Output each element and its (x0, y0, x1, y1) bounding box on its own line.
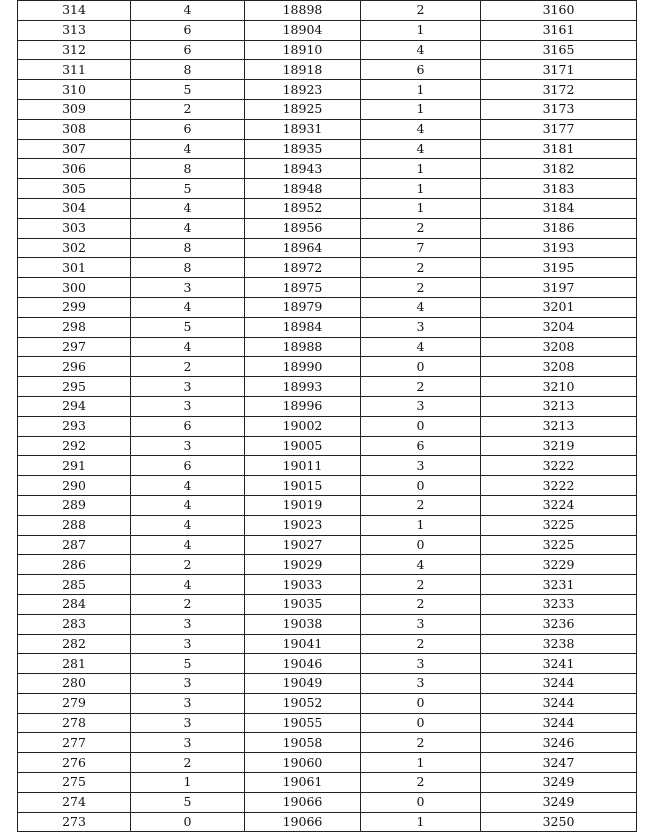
secondary-count-cell: 6 (361, 436, 481, 456)
score-cell: 273 (18, 812, 131, 832)
score-cell: 304 (18, 198, 131, 218)
score-cell: 313 (18, 20, 131, 40)
cumulative-count-cell: 18988 (245, 337, 361, 357)
cumulative-count-cell: 18952 (245, 198, 361, 218)
score-cell: 280 (18, 674, 131, 694)
secondary-cumulative-cell: 3161 (481, 20, 637, 40)
secondary-cumulative-cell: 3186 (481, 218, 637, 238)
secondary-count-cell: 4 (361, 139, 481, 159)
count-cell: 4 (131, 476, 245, 496)
count-cell: 3 (131, 674, 245, 694)
table-row (18, 40, 637, 60)
cumulative-count-cell: 18935 (245, 139, 361, 159)
table-row (18, 792, 637, 812)
table-row (18, 337, 637, 357)
count-cell: 3 (131, 634, 245, 654)
cumulative-count-cell: 19023 (245, 515, 361, 535)
table-row (18, 99, 637, 119)
secondary-cumulative-cell: 3250 (481, 812, 637, 832)
secondary-cumulative-cell: 3193 (481, 238, 637, 258)
cumulative-count-cell: 19046 (245, 654, 361, 674)
count-cell: 4 (131, 337, 245, 357)
secondary-count-cell: 0 (361, 792, 481, 812)
score-cell: 281 (18, 654, 131, 674)
count-cell: 3 (131, 713, 245, 733)
secondary-cumulative-cell: 3183 (481, 179, 637, 199)
secondary-count-cell: 1 (361, 179, 481, 199)
table-row (18, 733, 637, 753)
score-cell: 284 (18, 594, 131, 614)
count-cell: 4 (131, 139, 245, 159)
score-cell: 292 (18, 436, 131, 456)
secondary-count-cell: 0 (361, 713, 481, 733)
score-cell: 295 (18, 377, 131, 397)
secondary-count-cell: 1 (361, 515, 481, 535)
table-row (18, 198, 637, 218)
cumulative-count-cell: 19038 (245, 614, 361, 634)
cumulative-count-cell: 19027 (245, 535, 361, 555)
count-cell: 4 (131, 297, 245, 317)
cumulative-count-cell: 18996 (245, 396, 361, 416)
count-cell: 4 (131, 535, 245, 555)
secondary-count-cell: 4 (361, 119, 481, 139)
count-cell: 2 (131, 753, 245, 773)
secondary-cumulative-cell: 3244 (481, 713, 637, 733)
cumulative-count-cell: 18910 (245, 40, 361, 60)
score-cell: 312 (18, 40, 131, 60)
count-cell: 8 (131, 238, 245, 258)
cumulative-count-cell: 19033 (245, 575, 361, 595)
table-row (18, 317, 637, 337)
score-cell: 302 (18, 238, 131, 258)
secondary-cumulative-cell: 3219 (481, 436, 637, 456)
table-row (18, 357, 637, 377)
score-cell: 282 (18, 634, 131, 654)
secondary-count-cell: 2 (361, 1, 481, 21)
secondary-count-cell: 2 (361, 495, 481, 515)
table-body (18, 1, 637, 832)
secondary-count-cell: 6 (361, 60, 481, 80)
secondary-cumulative-cell: 3204 (481, 317, 637, 337)
count-cell: 2 (131, 555, 245, 575)
secondary-count-cell: 4 (361, 40, 481, 60)
score-cell: 296 (18, 357, 131, 377)
secondary-cumulative-cell: 3213 (481, 396, 637, 416)
cumulative-count-cell: 18993 (245, 377, 361, 397)
cumulative-count-cell: 19019 (245, 495, 361, 515)
score-cell: 293 (18, 416, 131, 436)
secondary-count-cell: 1 (361, 20, 481, 40)
cumulative-count-cell: 18948 (245, 179, 361, 199)
cumulative-count-cell: 19061 (245, 773, 361, 793)
cumulative-count-cell: 18898 (245, 1, 361, 21)
secondary-cumulative-cell: 3165 (481, 40, 637, 60)
secondary-count-cell: 2 (361, 733, 481, 753)
score-cell: 309 (18, 99, 131, 119)
cumulative-count-cell: 18990 (245, 357, 361, 377)
score-cell: 294 (18, 396, 131, 416)
score-cell: 285 (18, 575, 131, 595)
secondary-cumulative-cell: 3197 (481, 278, 637, 298)
table-row (18, 278, 637, 298)
secondary-count-cell: 2 (361, 594, 481, 614)
count-cell: 2 (131, 99, 245, 119)
count-cell: 3 (131, 377, 245, 397)
secondary-count-cell: 1 (361, 753, 481, 773)
secondary-cumulative-cell: 3247 (481, 753, 637, 773)
secondary-count-cell: 0 (361, 357, 481, 377)
cumulative-count-cell: 19049 (245, 674, 361, 694)
table-row (18, 476, 637, 496)
count-cell: 2 (131, 594, 245, 614)
score-cell: 291 (18, 456, 131, 476)
secondary-cumulative-cell: 3177 (481, 119, 637, 139)
secondary-cumulative-cell: 3244 (481, 674, 637, 694)
cumulative-count-cell: 18931 (245, 119, 361, 139)
secondary-count-cell: 7 (361, 238, 481, 258)
table-row (18, 396, 637, 416)
secondary-count-cell: 4 (361, 555, 481, 575)
score-cell: 288 (18, 515, 131, 535)
count-cell: 6 (131, 119, 245, 139)
count-cell: 6 (131, 416, 245, 436)
table-row (18, 594, 637, 614)
count-cell: 4 (131, 218, 245, 238)
count-cell: 3 (131, 733, 245, 753)
secondary-cumulative-cell: 3249 (481, 773, 637, 793)
secondary-count-cell: 1 (361, 198, 481, 218)
secondary-cumulative-cell: 3241 (481, 654, 637, 674)
secondary-cumulative-cell: 3246 (481, 733, 637, 753)
cumulative-count-cell: 19005 (245, 436, 361, 456)
secondary-count-cell: 0 (361, 535, 481, 555)
secondary-count-cell: 4 (361, 337, 481, 357)
cumulative-count-cell: 18972 (245, 258, 361, 278)
secondary-count-cell: 1 (361, 80, 481, 100)
score-cell: 298 (18, 317, 131, 337)
table-row (18, 179, 637, 199)
table-row (18, 654, 637, 674)
secondary-cumulative-cell: 3208 (481, 337, 637, 357)
table-row (18, 377, 637, 397)
table-row (18, 495, 637, 515)
table-row (18, 119, 637, 139)
table-row (18, 535, 637, 555)
table-row (18, 634, 637, 654)
cumulative-count-cell: 18979 (245, 297, 361, 317)
table-row (18, 515, 637, 535)
secondary-count-cell: 4 (361, 297, 481, 317)
table-row (18, 416, 637, 436)
secondary-cumulative-cell: 3233 (481, 594, 637, 614)
count-cell: 5 (131, 80, 245, 100)
cumulative-count-cell: 19029 (245, 555, 361, 575)
count-cell: 4 (131, 198, 245, 218)
secondary-count-cell: 2 (361, 218, 481, 238)
cumulative-count-cell: 18943 (245, 159, 361, 179)
score-cell: 301 (18, 258, 131, 278)
score-cell: 290 (18, 476, 131, 496)
count-cell: 6 (131, 20, 245, 40)
count-cell: 3 (131, 614, 245, 634)
score-cell: 300 (18, 278, 131, 298)
cumulative-count-cell: 18923 (245, 80, 361, 100)
secondary-cumulative-cell: 3182 (481, 159, 637, 179)
secondary-cumulative-cell: 3244 (481, 693, 637, 713)
secondary-count-cell: 3 (361, 396, 481, 416)
count-cell: 5 (131, 654, 245, 674)
count-cell: 5 (131, 792, 245, 812)
secondary-cumulative-cell: 3184 (481, 198, 637, 218)
secondary-count-cell: 3 (361, 456, 481, 476)
score-cell: 303 (18, 218, 131, 238)
score-cell: 299 (18, 297, 131, 317)
cumulative-count-cell: 19052 (245, 693, 361, 713)
secondary-count-cell: 2 (361, 258, 481, 278)
score-cell: 306 (18, 159, 131, 179)
secondary-count-cell: 3 (361, 317, 481, 337)
cumulative-count-cell: 19002 (245, 416, 361, 436)
secondary-cumulative-cell: 3238 (481, 634, 637, 654)
secondary-cumulative-cell: 3224 (481, 495, 637, 515)
secondary-count-cell: 2 (361, 773, 481, 793)
secondary-count-cell: 1 (361, 99, 481, 119)
secondary-cumulative-cell: 3231 (481, 575, 637, 595)
table-row (18, 297, 637, 317)
count-cell: 4 (131, 515, 245, 535)
secondary-cumulative-cell: 3172 (481, 80, 637, 100)
count-cell: 3 (131, 278, 245, 298)
cumulative-count-cell: 18925 (245, 99, 361, 119)
count-cell: 5 (131, 179, 245, 199)
score-cell: 308 (18, 119, 131, 139)
table-row (18, 20, 637, 40)
secondary-cumulative-cell: 3208 (481, 357, 637, 377)
count-cell: 5 (131, 317, 245, 337)
secondary-cumulative-cell: 3201 (481, 297, 637, 317)
score-cell: 287 (18, 535, 131, 555)
secondary-cumulative-cell: 3173 (481, 99, 637, 119)
secondary-cumulative-cell: 3160 (481, 1, 637, 21)
table-row (18, 773, 637, 793)
count-cell: 8 (131, 60, 245, 80)
score-distribution-table (17, 0, 637, 832)
secondary-cumulative-cell: 3225 (481, 515, 637, 535)
count-cell: 6 (131, 456, 245, 476)
secondary-count-cell: 0 (361, 476, 481, 496)
score-cell: 289 (18, 495, 131, 515)
count-cell: 1 (131, 773, 245, 793)
secondary-cumulative-cell: 3249 (481, 792, 637, 812)
cumulative-count-cell: 19015 (245, 476, 361, 496)
table-row (18, 60, 637, 80)
secondary-cumulative-cell: 3210 (481, 377, 637, 397)
cumulative-count-cell: 18984 (245, 317, 361, 337)
count-cell: 3 (131, 396, 245, 416)
score-cell: 283 (18, 614, 131, 634)
table-row (18, 614, 637, 634)
cumulative-count-cell: 19060 (245, 753, 361, 773)
score-cell: 274 (18, 792, 131, 812)
count-cell: 0 (131, 812, 245, 832)
table-row (18, 218, 637, 238)
table-row (18, 713, 637, 733)
score-cell: 278 (18, 713, 131, 733)
secondary-count-cell: 2 (361, 634, 481, 654)
count-cell: 8 (131, 159, 245, 179)
table-row (18, 258, 637, 278)
secondary-cumulative-cell: 3222 (481, 476, 637, 496)
table-row (18, 812, 637, 832)
secondary-count-cell: 3 (361, 614, 481, 634)
table-row (18, 693, 637, 713)
cumulative-count-cell: 18918 (245, 60, 361, 80)
cumulative-count-cell: 19066 (245, 812, 361, 832)
score-cell: 310 (18, 80, 131, 100)
cumulative-count-cell: 19055 (245, 713, 361, 733)
score-cell: 279 (18, 693, 131, 713)
table-row (18, 456, 637, 476)
secondary-cumulative-cell: 3171 (481, 60, 637, 80)
secondary-cumulative-cell: 3195 (481, 258, 637, 278)
table-row (18, 436, 637, 456)
secondary-cumulative-cell: 3236 (481, 614, 637, 634)
secondary-cumulative-cell: 3222 (481, 456, 637, 476)
cumulative-count-cell: 19066 (245, 792, 361, 812)
cumulative-count-cell: 19041 (245, 634, 361, 654)
table-row (18, 1, 637, 21)
table-row (18, 139, 637, 159)
score-cell: 276 (18, 753, 131, 773)
cumulative-count-cell: 18904 (245, 20, 361, 40)
count-cell: 4 (131, 575, 245, 595)
score-cell: 311 (18, 60, 131, 80)
table-row (18, 238, 637, 258)
secondary-count-cell: 0 (361, 416, 481, 436)
cumulative-count-cell: 18975 (245, 278, 361, 298)
cumulative-count-cell: 19058 (245, 733, 361, 753)
secondary-count-cell: 3 (361, 674, 481, 694)
score-cell: 275 (18, 773, 131, 793)
table-row (18, 159, 637, 179)
secondary-count-cell: 2 (361, 575, 481, 595)
table-row (18, 575, 637, 595)
secondary-cumulative-cell: 3225 (481, 535, 637, 555)
score-cell: 297 (18, 337, 131, 357)
count-cell: 6 (131, 40, 245, 60)
table-row (18, 674, 637, 694)
secondary-cumulative-cell: 3213 (481, 416, 637, 436)
count-cell: 8 (131, 258, 245, 278)
score-cell: 307 (18, 139, 131, 159)
secondary-cumulative-cell: 3229 (481, 555, 637, 575)
cumulative-count-cell: 19011 (245, 456, 361, 476)
table-row (18, 753, 637, 773)
count-cell: 4 (131, 495, 245, 515)
secondary-count-cell: 2 (361, 278, 481, 298)
secondary-count-cell: 3 (361, 654, 481, 674)
secondary-count-cell: 2 (361, 377, 481, 397)
secondary-cumulative-cell: 3181 (481, 139, 637, 159)
table-row (18, 80, 637, 100)
score-cell: 277 (18, 733, 131, 753)
count-cell: 2 (131, 357, 245, 377)
count-cell: 3 (131, 436, 245, 456)
secondary-count-cell: 0 (361, 693, 481, 713)
count-cell: 3 (131, 693, 245, 713)
table-row (18, 555, 637, 575)
score-cell: 314 (18, 1, 131, 21)
secondary-count-cell: 1 (361, 812, 481, 832)
cumulative-count-cell: 18956 (245, 218, 361, 238)
score-cell: 305 (18, 179, 131, 199)
cumulative-count-cell: 18964 (245, 238, 361, 258)
cumulative-count-cell: 19035 (245, 594, 361, 614)
score-cell: 286 (18, 555, 131, 575)
count-cell: 4 (131, 1, 245, 21)
secondary-count-cell: 1 (361, 159, 481, 179)
